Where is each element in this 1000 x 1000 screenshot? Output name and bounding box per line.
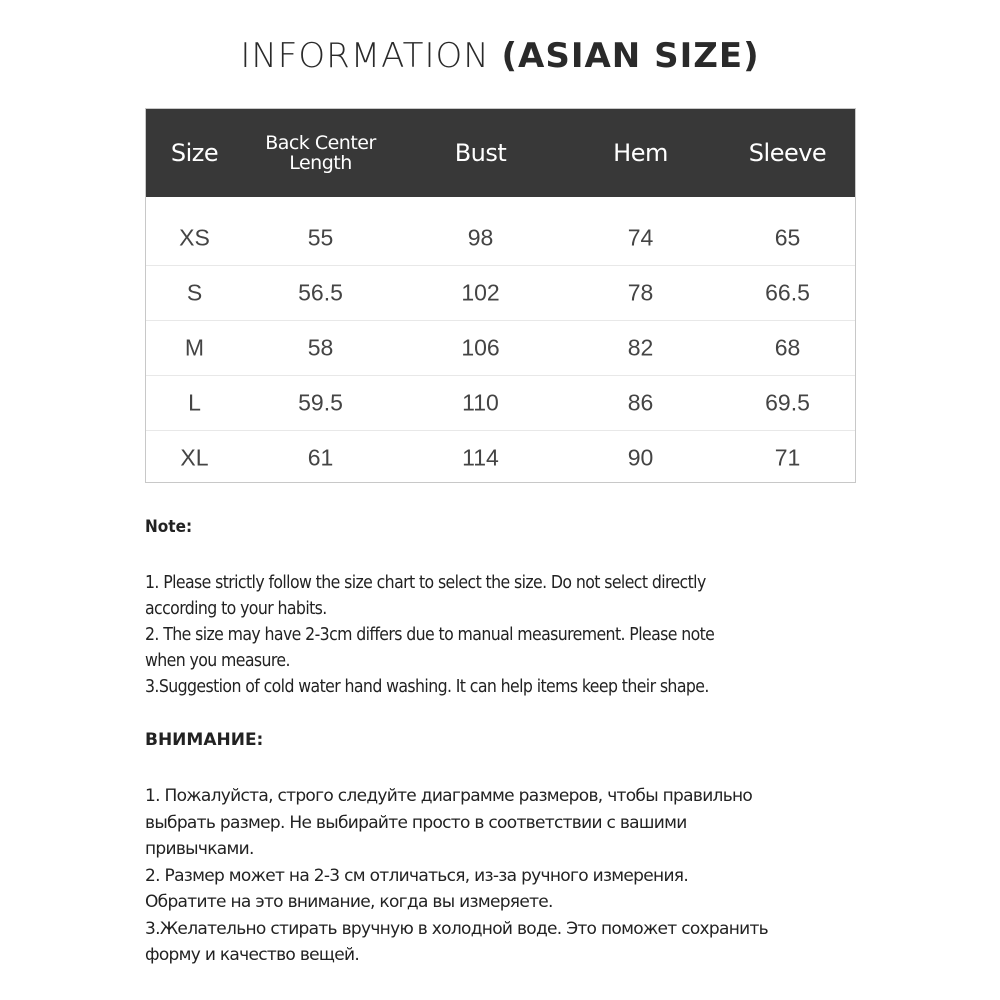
- cell-back-center-length: 61: [307, 444, 334, 471]
- table-row: [146, 376, 855, 431]
- cell-size: M: [184, 334, 205, 361]
- header-hem: Hem: [613, 139, 668, 167]
- title-main: INFORMATION: [240, 36, 490, 76]
- note-line: 3.Желательно стирать вручную в холодной воде. Это поможет сохранить: [145, 918, 768, 939]
- table-header: [146, 109, 855, 197]
- note-line: 2. Размер может на 2-3 см отличаться, из-за ручного измерения.: [145, 865, 689, 886]
- cell-bust: 102: [461, 279, 500, 306]
- note-heading: ВНИМАНИЕ:: [145, 730, 264, 750]
- header-back-center-length: [243, 133, 398, 173]
- note-line: 2. The size may have 2-3cm differs due to manual measurement. Please note: [145, 625, 715, 645]
- header-bust: Bust: [454, 139, 507, 167]
- cell-sleeve: 71: [774, 444, 801, 471]
- cell-size: L: [188, 389, 201, 416]
- header-back-center-length-line2: Length: [289, 152, 352, 174]
- cell-sleeve: 69.5: [765, 389, 810, 416]
- note-line: форму и качество вещей.: [145, 945, 360, 965]
- cell-size: S: [186, 279, 203, 306]
- header-size: Size: [170, 139, 219, 167]
- note-english: [145, 514, 855, 700]
- cell-hem: 78: [627, 279, 654, 306]
- cell-bust: 106: [461, 334, 500, 361]
- cell-sleeve: 65: [774, 224, 801, 251]
- cell-bust: 110: [462, 389, 499, 416]
- cell-back-center-length: 59.5: [298, 389, 343, 416]
- cell-sleeve: 66.5: [765, 279, 810, 306]
- cell-sleeve: 68: [774, 334, 801, 361]
- cell-hem: 90: [627, 444, 654, 471]
- note-line: according to your habits.: [145, 599, 327, 619]
- table-row: [146, 431, 855, 485]
- note-line: when you measure.: [145, 651, 290, 671]
- cell-size: XS: [179, 224, 210, 251]
- table-row: [146, 321, 855, 376]
- page-title: [0, 36, 1000, 76]
- note-line: привычками.: [145, 839, 254, 859]
- table-row: [146, 266, 855, 321]
- note-line: 1. Пожалуйста, строго следуйте диаграмме размеров, чтобы правильно: [145, 786, 753, 806]
- cell-back-center-length: 58: [307, 334, 334, 361]
- cell-hem: 74: [627, 224, 654, 251]
- note-heading: Note:: [145, 517, 193, 537]
- cell-bust: 114: [462, 444, 499, 471]
- header-back-center-length-line1: Back Center: [265, 132, 376, 154]
- note-line: 1. Please strictly follow the size chart to select the size. Do not select directly: [145, 573, 706, 593]
- cell-back-center-length: 55: [307, 224, 334, 251]
- title-qualifier: (ASIAN SIZE): [501, 36, 760, 76]
- header-sleeve: Sleeve: [748, 139, 827, 167]
- cell-size: XL: [180, 444, 209, 471]
- size-chart-table: [145, 108, 856, 483]
- cell-back-center-length: 56.5: [298, 279, 343, 306]
- cell-hem: 86: [627, 389, 654, 416]
- note-line: 3.Suggestion of cold water hand washing. It can help items keep their shape.: [145, 677, 709, 697]
- table-row: [146, 211, 855, 266]
- note-russian: [145, 727, 865, 969]
- note-line: Обратите на это внимание, когда вы измеряете.: [145, 892, 553, 912]
- cell-bust: 98: [467, 224, 494, 251]
- note-line: выбрать размер. Не выбирайте просто в соответствии с вашими: [145, 812, 687, 833]
- cell-hem: 82: [627, 334, 654, 361]
- table-body: [146, 211, 855, 485]
